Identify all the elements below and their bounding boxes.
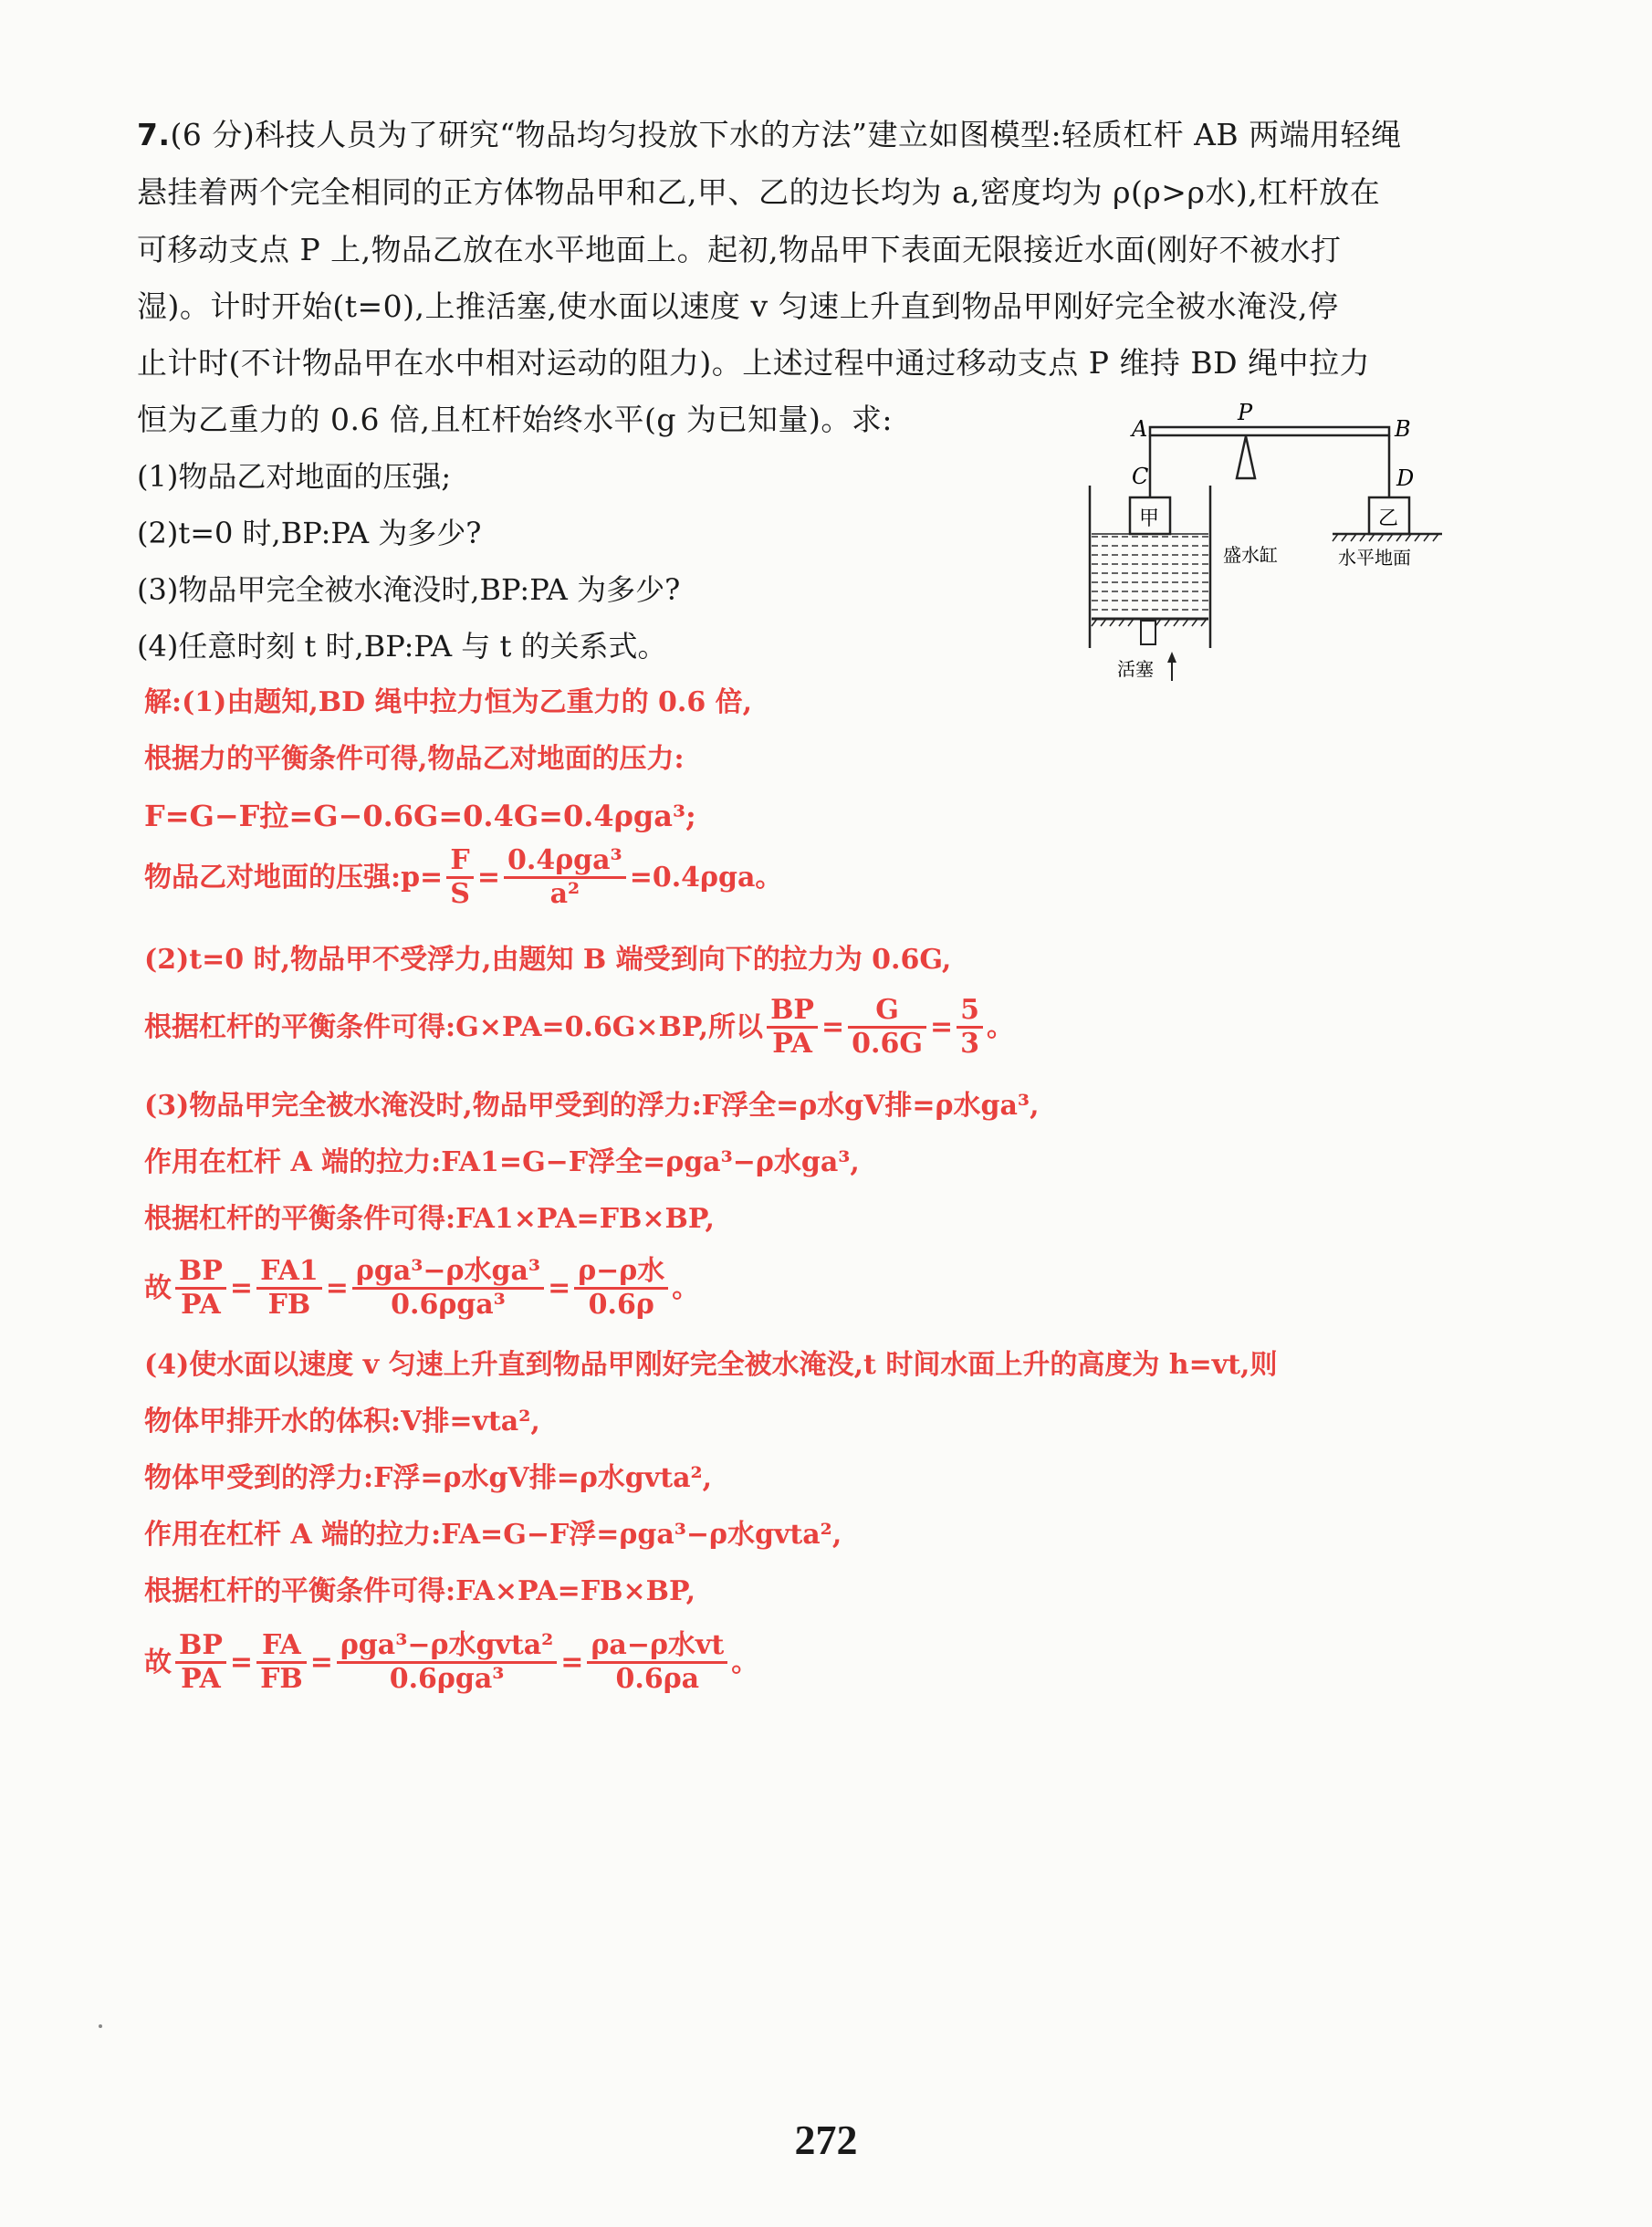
question-line-1: 7.(6 分)科技人员为了研究“物品均匀投放下水的方法”建立如图模型:轻质杠杆 AB 两端用轻绳 <box>137 117 1402 152</box>
answer-2-line-1: (2)t=0 时,物品甲不受浮力,由题知 B 端受到向下的拉力为 0.6G, <box>144 944 952 976</box>
page-speck <box>99 2024 102 2028</box>
lever-diagram <box>1077 402 1460 694</box>
answer-1-line-2: 根据力的平衡条件可得,物品乙对地面的压力: <box>144 743 685 775</box>
answer-4-line-3: 物体甲受到的浮力:F浮=ρ水gV排=ρ水gvta², <box>144 1462 713 1494</box>
question-line-6: 恒为乙重力的 0.6 倍,且杠杆始终水平(g 为已知量)。求: <box>137 402 893 437</box>
label-jia: 甲 <box>1139 507 1160 530</box>
answer-3-line-1: (3)物品甲完全被水淹没时,物品甲受到的浮力:F浮全=ρ水gV排=ρ水ga³, <box>144 1090 1040 1122</box>
fraction-f-over-s: $\frac{F}{S}$ <box>446 845 474 910</box>
label-d: D <box>1396 465 1415 491</box>
water-lines <box>1092 537 1208 610</box>
answer-3-line-2: 作用在杠杆 A 端的拉力:FA1=G−F浮全=ρga³−ρ水ga³, <box>144 1146 860 1178</box>
answer-4-ratio-formula: 故 $\frac{BP}{PA}$ = $\frac{FA}{FB}$ = $\frac{\text{ρga³−ρ水gvta²}}{\text{0.6ρga³}}$ = $\frac{\text{ρa−ρ水vt}}{0.6\rho a}$ 。 <box>144 1629 759 1695</box>
answer-3-line-3: 根据杠杆的平衡条件可得:FA1×PA=FB×BP, <box>144 1203 715 1235</box>
fraction-bp-over-pa: $\frac{BP}{PA}$ <box>175 1256 226 1321</box>
fraction-time-relation: $\frac{\text{ρa−ρ水vt}}{0.6\rho a}$ <box>587 1630 727 1695</box>
fraction-5-over-3: $\frac{5}{3}$ <box>957 995 983 1060</box>
sub-question-1: (1)物品乙对地面的压强; <box>137 459 452 494</box>
label-a: A <box>1132 416 1148 442</box>
label-c: C <box>1132 464 1149 489</box>
question-number: 7. <box>137 117 171 152</box>
fraction-fa1-over-fb: $\frac{FA1}{FB}$ <box>256 1256 322 1321</box>
question-line-4: 湿)。计时开始(t=0),上推活塞,使水面以速度 v 匀速上升直到物品甲刚好完全被水淹没,停 <box>137 288 1339 324</box>
piston-rod <box>1141 621 1155 644</box>
lever-bar <box>1150 427 1389 435</box>
answer-4-line-1: (4)使水面以速度 v 匀速上升直到物品甲刚好完全被水淹没,t 时间水面上升的高度为 h=vt,则 <box>144 1349 1278 1381</box>
answer-1-line-1: 解:(1)由题知,BD 绳中拉力恒为乙重力的 0.6 倍, <box>144 686 753 718</box>
question-line-5: 止计时(不计物品甲在水中相对运动的阻力)。上述过程中通过移动支点 P 维持 BD 绳中拉力 <box>137 345 1371 381</box>
label-yi: 乙 <box>1378 507 1399 530</box>
label-b: B <box>1395 416 1411 442</box>
label-p: P <box>1238 402 1253 425</box>
label-ground: 水平地面 <box>1338 547 1411 569</box>
fraction-density-ratio: $\frac{\text{ρ−ρ水}}{0.6\rho}$ <box>574 1256 668 1321</box>
answer-1-line-3: F=G−F拉=G−0.6G=0.4G=0.4ρga³; <box>144 799 696 833</box>
up-arrow-icon <box>1167 652 1176 663</box>
fraction-bp-over-pa: $\frac{BP}{PA}$ <box>175 1630 226 1695</box>
fraction-g-over-06g: $\frac{G}{0.6G}$ <box>848 995 926 1060</box>
label-tank: 盛水缸 <box>1223 544 1278 566</box>
answer-2-ratio-formula: 根据杠杆的平衡条件可得:G×PA=0.6G×BP,所以 $\frac{BP}{PA}$ = $\frac{G}{0.6G}$ = $\frac{5}{3}$ 。 <box>144 994 1014 1060</box>
fraction-bp-over-pa: $\frac{BP}{PA}$ <box>767 995 818 1060</box>
answer-1-pressure-formula: 物品乙对地面的压强:p= $\frac{F}{S}$ = $\frac{\text{0.4ρga³}}{\text{a²}}$ =0.4ρga。 <box>144 844 783 910</box>
label-piston: 活塞 <box>1117 658 1154 680</box>
sub-question-2: (2)t=0 时,BP:PA 为多少? <box>137 516 482 550</box>
page-number: 272 <box>794 2117 858 2163</box>
question-line-3: 可移动支点 P 上,物品乙放在水平地面上。起初,物品甲下表面无限接近水面(刚好不被水打 <box>137 232 1342 267</box>
fulcrum-icon <box>1237 436 1255 478</box>
sub-question-3: (3)物品甲完全被水淹没时,BP:PA 为多少? <box>137 572 681 607</box>
fraction-force-difference: $\frac{\text{ρga³−ρ水ga³}}{\text{0.6ρga³}}$ <box>352 1256 544 1321</box>
answer-4-line-2: 物体甲排开水的体积:V排=vta², <box>144 1406 540 1438</box>
question-line-2: 悬挂着两个完全相同的正方体物品甲和乙,甲、乙的边长均为 a,密度均为 ρ(ρ>ρ水),杠杆放在 <box>137 174 1381 210</box>
answer-4-line-5: 根据杠杆的平衡条件可得:FA×PA=FB×BP, <box>144 1575 696 1607</box>
fraction-fa-over-fb: $\frac{FA}{FB}$ <box>256 1630 307 1695</box>
answer-4-line-4: 作用在杠杆 A 端的拉力:FA=G−F浮=ρga³−ρ水gvta², <box>144 1519 842 1551</box>
fraction-04pga3-over-a2: $\frac{\text{0.4ρga³}}{\text{a²}}$ <box>504 845 626 910</box>
fraction-time-force: $\frac{\text{ρga³−ρ水gvta²}}{\text{0.6ρga³}}$ <box>337 1630 557 1695</box>
answer-3-ratio-formula: 故 $\frac{BP}{PA}$ = $\frac{FA1}{FB}$ = $\frac{\text{ρga³−ρ水ga³}}{\text{0.6ρga³}}$ = $\frac{\text{ρ−ρ水}}{0.6\rho}$ 。 <box>144 1255 700 1321</box>
sub-question-4: (4)任意时刻 t 时,BP:PA 与 t 的关系式。 <box>137 629 667 664</box>
